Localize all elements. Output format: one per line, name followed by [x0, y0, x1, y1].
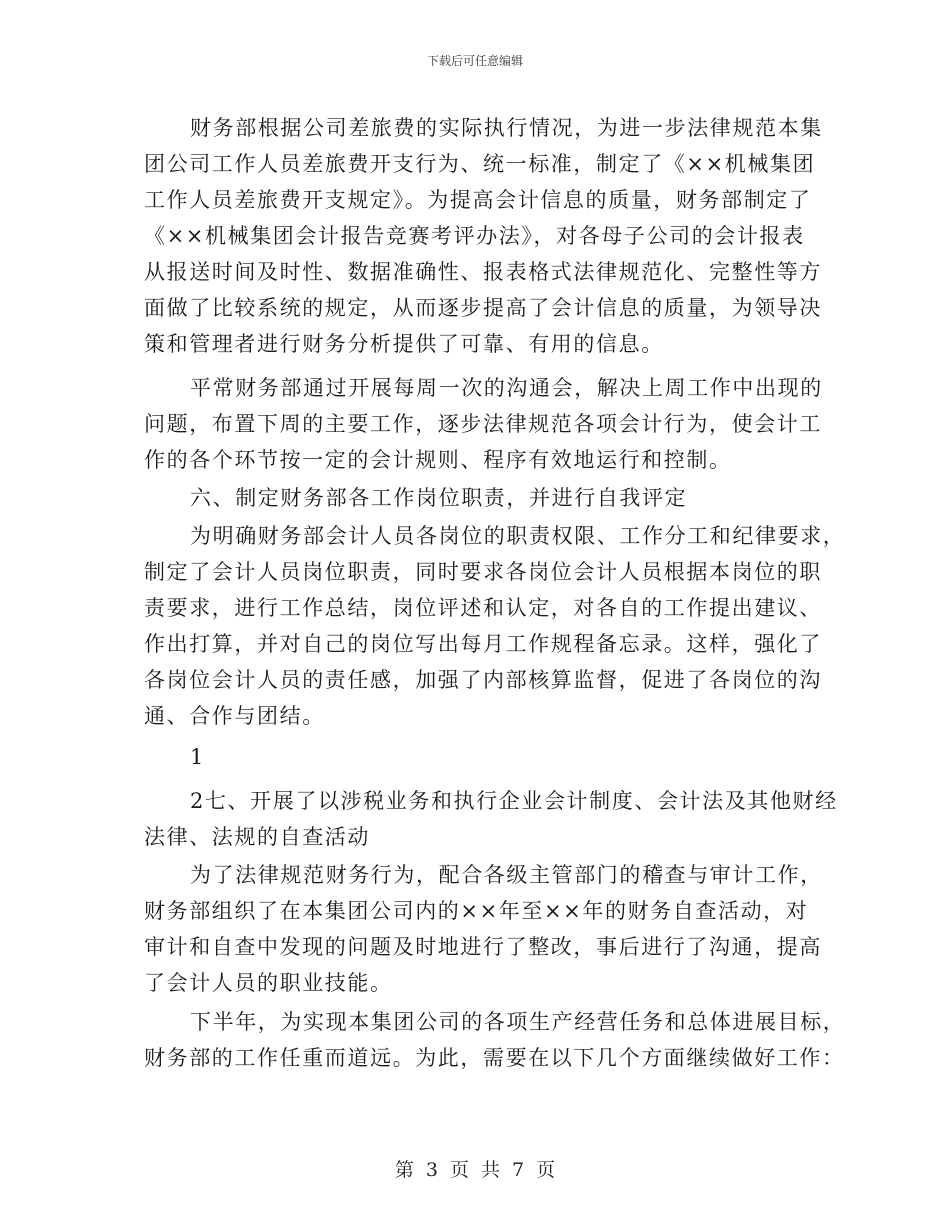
- body-line: 从报送时间及时性、数据准确性、报表格式法律规范化、完整性等方: [144, 260, 822, 284]
- section-heading: 六、制定财务部各工作岗位职责，并进行自我评定: [190, 486, 688, 510]
- page-header-note: 下载后可任意编辑: [426, 54, 523, 68]
- page-number-mark: 1: [190, 745, 205, 769]
- body-line: 审计和自查中发现的问题及时地进行了整改，事后进行了沟通，提高: [144, 935, 822, 959]
- body-line: 《××机械集团会计报告竞赛考评办法》，对各母子公司的会计报表: [144, 224, 805, 248]
- body-line: 策和管理者进行财务分析提供了可靠、有用的信息。: [144, 332, 664, 356]
- body-line: 为了法律规范财务行为，配合各级主管部门的稽查与审计工作，: [190, 863, 823, 887]
- body-line: 责要求，进行工作总结，岗位评述和认定，对各自的工作提出建议、: [144, 596, 822, 620]
- body-line: 团公司工作人员差旅费开支行为、统一标准，制定了《××机械集团: [144, 152, 816, 176]
- body-line: 了会计人员的职业技能。: [144, 971, 393, 995]
- body-line: 作的各个环节按一定的会计规则、程序有效地运行和控制。: [144, 448, 732, 472]
- body-line: 财务部组织了在本集团公司内的××年至××年的财务自查活动，对: [144, 899, 809, 923]
- body-line: 财务部根据公司差旅费的实际执行情况，为进一步法律规范本集: [190, 116, 823, 140]
- body-line: 问题，布置下周的主要工作，逐步法律规范各项会计行为，使会计工: [144, 412, 822, 436]
- body-line: 通、合作与团结。: [144, 704, 325, 728]
- body-line: 各岗位会计人员的责任感，加强了内部核算监督，促进了各岗位的沟: [144, 668, 822, 692]
- body-line: 作出打算，并对自己的岗位写出每月工作规程备忘录。这样，强化了: [144, 632, 822, 656]
- body-line: 工作人员差旅费开支规定》。为提高会计信息的质量，财务部制定了: [144, 188, 812, 212]
- body-line: 制定了会计人员岗位职责，同时要求各岗位会计人员根据本岗位的职: [144, 560, 822, 584]
- body-line: 为明确财务部会计人员各岗位的职责权限、工作分工和纪律要求，: [190, 524, 846, 548]
- body-line: 财务部的工作任重而道远。为此，需要在以下几个方面继续做好工作：: [144, 1046, 845, 1070]
- section-heading-cont: 法律、法规的自查活动: [144, 825, 370, 849]
- section-heading: 2七、开展了以涉税业务和执行企业会计制度、会计法及其他财经: [190, 789, 838, 813]
- body-line: 下半年，为实现本集团公司的各项生产经营任务和总体进展目标，: [190, 1010, 846, 1034]
- page-footer-label: 第 3 页 共 7 页: [394, 1159, 556, 1181]
- body-line: 面做了比较系统的规定，从而逐步提高了会计信息的质量，为领导决: [144, 296, 822, 320]
- body-line: 平常财务部通过开展每周一次的沟通会，解决上周工作中出现的: [190, 376, 823, 400]
